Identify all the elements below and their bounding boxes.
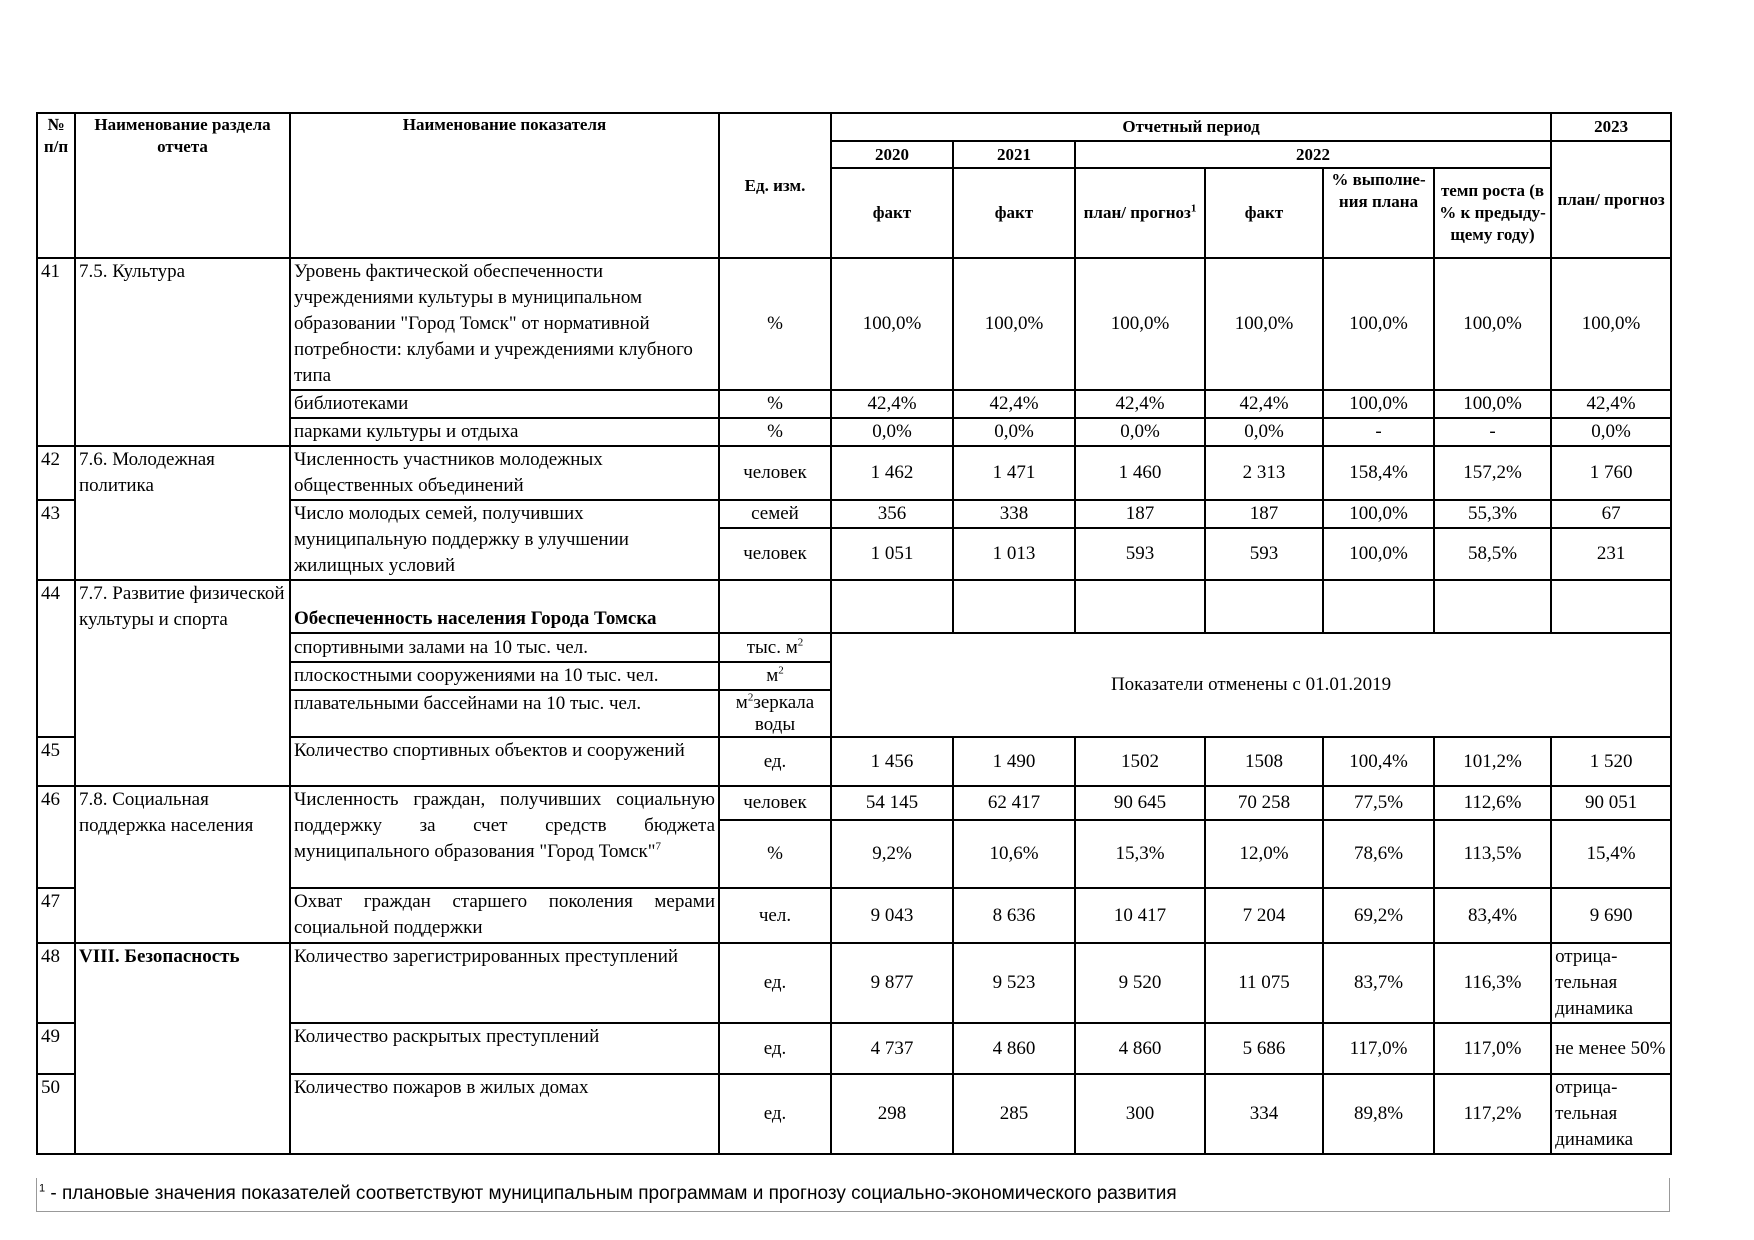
value-plan-completion: 100,0% xyxy=(1323,258,1434,390)
col-section-header: Наименование раздела отчета xyxy=(75,113,290,258)
value-2022-fact: 5 686 xyxy=(1205,1023,1323,1074)
value-2022-fact: 11 075 xyxy=(1205,943,1323,1023)
section-name: 7.6. Молодежная политика xyxy=(75,446,290,580)
value-2022-plan: 10 417 xyxy=(1075,888,1205,943)
value-2022-plan: 593 xyxy=(1075,528,1205,580)
value-plan-completion: 78,6% xyxy=(1323,820,1434,888)
value-plan-completion: 158,4% xyxy=(1323,446,1434,500)
value-plan-completion: 89,8% xyxy=(1323,1074,1434,1154)
value-2020-fact: 1 051 xyxy=(831,528,953,580)
plan-2022-label: план/ прогноз xyxy=(1083,203,1191,222)
indicator-name: Охват граждан старшего поколения мерами социальной поддержки xyxy=(290,888,719,943)
value-2021-fact: 9 523 xyxy=(953,943,1075,1023)
value-plan-completion: - xyxy=(1323,418,1434,446)
indicator-name: Численность участников молодежных общественных объединений xyxy=(290,446,719,500)
value-growth-rate: 157,2% xyxy=(1434,446,1551,500)
value-2020-fact: 4 737 xyxy=(831,1023,953,1074)
unit: ед. xyxy=(719,943,831,1023)
row-number: 44 xyxy=(37,580,75,737)
indicator-name: парками культуры и отдыха xyxy=(290,418,719,446)
unit: % xyxy=(719,418,831,446)
value-2020-fact: 1 456 xyxy=(831,737,953,786)
value-2020-fact: 1 462 xyxy=(831,446,953,500)
value-2020-fact: 42,4% xyxy=(831,390,953,418)
value-plan-completion: 117,0% xyxy=(1323,1023,1434,1074)
indicator-name: плавательными бассейнами на 10 тыс. чел. xyxy=(290,690,719,737)
value-2021-fact: 0,0% xyxy=(953,418,1075,446)
plan-2023-header: план/ прогноз xyxy=(1551,141,1671,258)
unit: ед. xyxy=(719,737,831,786)
col-unit-header: Ед. изм. xyxy=(719,113,831,258)
row-number: 50 xyxy=(37,1074,75,1154)
fact-2020-header: факт xyxy=(831,168,953,258)
plan-2022-header xyxy=(1075,168,1205,258)
section-name: 7.7. Развитие физической культуры и спорта xyxy=(75,580,290,786)
header-row-1 xyxy=(37,113,1671,141)
unit: % xyxy=(719,820,831,888)
year-2022-header: 2022 xyxy=(1075,141,1551,168)
empty-cell xyxy=(1075,580,1205,633)
footnote-ref-7: 7 xyxy=(655,840,662,853)
year-2021-header: 2021 xyxy=(953,141,1075,168)
value-2023-plan: 0,0% xyxy=(1551,418,1671,446)
indicator-name: Количество раскрытых преступлений xyxy=(290,1023,719,1074)
row-number: 49 xyxy=(37,1023,75,1074)
value-2020-fact: 9,2% xyxy=(831,820,953,888)
value-2022-plan: 1502 xyxy=(1075,737,1205,786)
value-growth-rate: 112,6% xyxy=(1434,786,1551,820)
section-name: VIII. Безопасность xyxy=(75,943,290,1154)
value-2021-fact: 100,0% xyxy=(953,258,1075,390)
unit xyxy=(719,690,831,737)
value-2021-fact: 4 860 xyxy=(953,1023,1075,1074)
unit: % xyxy=(719,258,831,390)
reporting-period-header: Отчетный период xyxy=(831,113,1551,141)
empty-cell xyxy=(719,580,831,633)
empty-cell xyxy=(831,580,953,633)
value-growth-rate: 117,0% xyxy=(1434,1023,1551,1074)
value-growth-rate: 83,4% xyxy=(1434,888,1551,943)
value-2022-fact: 70 258 xyxy=(1205,786,1323,820)
value-2020-fact: 54 145 xyxy=(831,786,953,820)
value-2022-plan: 187 xyxy=(1075,500,1205,528)
row-number: 48 xyxy=(37,943,75,1023)
value-growth-rate: 55,3% xyxy=(1434,500,1551,528)
footnote xyxy=(36,1178,1670,1212)
value-2022-plan: 90 645 xyxy=(1075,786,1205,820)
indicator-name: Уровень фактической обеспеченности учреждениями культуры в муниципальном образовании "Город Томск" от нормативной потребности: клубами и учреждениями клубного типа xyxy=(290,258,719,390)
unit-superscript: 2 xyxy=(797,636,804,649)
value-plan-completion: 69,2% xyxy=(1323,888,1434,943)
footnote-ref-1: 1 xyxy=(1190,202,1197,215)
value-2020-fact: 298 xyxy=(831,1074,953,1154)
indicator-name xyxy=(290,786,719,888)
value-2020-fact: 356 xyxy=(831,500,953,528)
value-2023-plan: 90 051 xyxy=(1551,786,1671,820)
cancelled-indicators-note: Показатели отменены с 01.01.2019 xyxy=(831,633,1671,737)
value-2022-plan: 42,4% xyxy=(1075,390,1205,418)
table-row xyxy=(37,258,1671,390)
value-plan-completion: 100,4% xyxy=(1323,737,1434,786)
empty-cell xyxy=(1205,580,1323,633)
row-number: 41 xyxy=(37,258,75,446)
unit xyxy=(719,662,831,690)
value-plan-completion: 77,5% xyxy=(1323,786,1434,820)
value-2022-fact: 12,0% xyxy=(1205,820,1323,888)
indicator-name: спортивными залами на 10 тыс. чел. xyxy=(290,633,719,662)
value-2022-plan: 0,0% xyxy=(1075,418,1205,446)
value-2023-plan: не менее 50% xyxy=(1551,1023,1671,1074)
unit-text: тыс. м xyxy=(746,636,798,658)
value-2022-plan: 1 460 xyxy=(1075,446,1205,500)
value-2021-fact: 10,6% xyxy=(953,820,1075,888)
value-2022-fact: 42,4% xyxy=(1205,390,1323,418)
col-num-header: № п/п xyxy=(37,113,75,258)
value-plan-completion: 100,0% xyxy=(1323,528,1434,580)
indicator-name: библиотеками xyxy=(290,390,719,418)
unit: человек xyxy=(719,786,831,820)
value-2022-plan: 9 520 xyxy=(1075,943,1205,1023)
unit-superscript: 2 xyxy=(747,691,754,704)
value-2022-plan: 15,3% xyxy=(1075,820,1205,888)
indicator-name: Количество пожаров в жилых домах xyxy=(290,1074,719,1154)
year-2020-header: 2020 xyxy=(831,141,953,168)
value-growth-rate: 58,5% xyxy=(1434,528,1551,580)
unit: человек xyxy=(719,446,831,500)
value-2023-plan: отрица-тельная динамика xyxy=(1551,1074,1671,1154)
value-2021-fact: 42,4% xyxy=(953,390,1075,418)
value-2023-plan: отрица-тельная динамика xyxy=(1551,943,1671,1023)
unit: чел. xyxy=(719,888,831,943)
value-2022-fact: 593 xyxy=(1205,528,1323,580)
row-number: 43 xyxy=(37,500,75,580)
growth-rate-header: темп роста (в % к предыду-щему году) xyxy=(1434,168,1551,258)
value-growth-rate: 117,2% xyxy=(1434,1074,1551,1154)
value-growth-rate: 100,0% xyxy=(1434,258,1551,390)
value-2022-plan: 300 xyxy=(1075,1074,1205,1154)
unit-text: зеркала воды xyxy=(753,691,815,735)
value-2021-fact: 1 471 xyxy=(953,446,1075,500)
value-2023-plan: 1 520 xyxy=(1551,737,1671,786)
empty-cell xyxy=(1323,580,1434,633)
value-2022-fact: 2 313 xyxy=(1205,446,1323,500)
row-number: 45 xyxy=(37,737,75,786)
value-2021-fact: 1 490 xyxy=(953,737,1075,786)
fact-2022-header: факт xyxy=(1205,168,1323,258)
value-2023-plan: 100,0% xyxy=(1551,258,1671,390)
value-2021-fact: 285 xyxy=(953,1074,1075,1154)
indicator-name: плоскостными сооружениями на 10 тыс. чел. xyxy=(290,662,719,690)
unit-superscript: 2 xyxy=(778,664,784,677)
value-growth-rate: - xyxy=(1434,418,1551,446)
value-plan-completion: 100,0% xyxy=(1323,390,1434,418)
year-2023-header: 2023 xyxy=(1551,113,1671,141)
col-indicator-header: Наименование показателя xyxy=(290,113,719,258)
value-2023-plan: 9 690 xyxy=(1551,888,1671,943)
value-2020-fact: 0,0% xyxy=(831,418,953,446)
table-row xyxy=(37,580,1671,633)
value-2022-fact: 334 xyxy=(1205,1074,1323,1154)
row-number: 42 xyxy=(37,446,75,500)
fact-2021-header: факт xyxy=(953,168,1075,258)
section-name: 7.5. Культура xyxy=(75,258,290,446)
value-2021-fact: 1 013 xyxy=(953,528,1075,580)
indicator-name: Количество зарегистрированных преступлений xyxy=(290,943,719,1023)
empty-cell xyxy=(1551,580,1671,633)
value-plan-completion: 100,0% xyxy=(1323,500,1434,528)
value-growth-rate: 100,0% xyxy=(1434,390,1551,418)
indicator-name: Количество спортивных объектов и сооружений xyxy=(290,737,719,786)
value-2021-fact: 62 417 xyxy=(953,786,1075,820)
value-2022-fact: 7 204 xyxy=(1205,888,1323,943)
value-plan-completion: 83,7% xyxy=(1323,943,1434,1023)
empty-cell xyxy=(953,580,1075,633)
empty-cell xyxy=(1434,580,1551,633)
unit: % xyxy=(719,390,831,418)
value-2021-fact: 338 xyxy=(953,500,1075,528)
unit-text: м xyxy=(766,665,779,686)
footnote-marker: 1 xyxy=(39,1182,46,1195)
table-row xyxy=(37,446,1671,500)
value-2023-plan: 15,4% xyxy=(1551,820,1671,888)
value-2023-plan: 1 760 xyxy=(1551,446,1671,500)
value-2020-fact: 9 877 xyxy=(831,943,953,1023)
value-2022-fact: 0,0% xyxy=(1205,418,1323,446)
unit: человек xyxy=(719,528,831,580)
unit: семей xyxy=(719,500,831,528)
value-2023-plan: 42,4% xyxy=(1551,390,1671,418)
value-2022-plan: 100,0% xyxy=(1075,258,1205,390)
value-2020-fact: 9 043 xyxy=(831,888,953,943)
footnote-text: - плановые значения показателей соответствуют муниципальным программам и прогнозу социально-экономического развития xyxy=(45,1183,1177,1204)
indicator-text: Численность граждан, получивших социальную поддержку за счет средств бюджета муниципального образования "Город Томск" xyxy=(294,789,715,862)
value-2022-fact: 187 xyxy=(1205,500,1323,528)
value-2021-fact: 8 636 xyxy=(953,888,1075,943)
table-row xyxy=(37,943,1671,1023)
section-name: 7.8. Социальная поддержка населения xyxy=(75,786,290,943)
value-2020-fact: 100,0% xyxy=(831,258,953,390)
row-number: 47 xyxy=(37,888,75,943)
unit: ед. xyxy=(719,1023,831,1074)
indicator-name: Обеспеченность населения Города Томска xyxy=(290,580,719,633)
value-2022-fact: 1508 xyxy=(1205,737,1323,786)
value-growth-rate: 101,2% xyxy=(1434,737,1551,786)
plan-completion-header: % выполне-ния плана xyxy=(1323,168,1434,258)
value-growth-rate: 113,5% xyxy=(1434,820,1551,888)
value-2022-plan: 4 860 xyxy=(1075,1023,1205,1074)
value-growth-rate: 116,3% xyxy=(1434,943,1551,1023)
unit xyxy=(719,633,831,662)
indicator-name: Число молодых семей, получивших муниципальную поддержку в улучшении жилищных условий xyxy=(290,500,719,580)
report-table xyxy=(36,112,1672,1155)
unit: ед. xyxy=(719,1074,831,1154)
row-number: 46 xyxy=(37,786,75,888)
value-2023-plan: 67 xyxy=(1551,500,1671,528)
value-2023-plan: 231 xyxy=(1551,528,1671,580)
table-row xyxy=(37,786,1671,820)
unit-prefix: м xyxy=(735,691,748,713)
value-2022-fact: 100,0% xyxy=(1205,258,1323,390)
